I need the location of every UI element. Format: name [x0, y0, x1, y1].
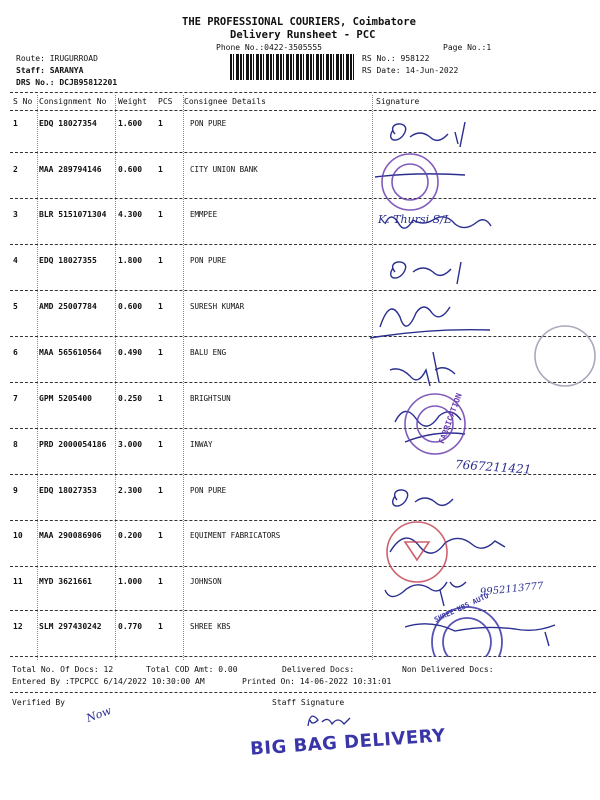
- total-docs: Total No. Of Docs: 12: [12, 665, 114, 674]
- row-consignment: PRD 2000054186: [39, 440, 107, 449]
- row-weight: 0.600: [118, 165, 143, 174]
- row-weight: 4.300: [118, 210, 143, 219]
- row-consignee: INWAY: [190, 440, 213, 449]
- row-consignment: MAA 565610564: [39, 348, 102, 357]
- rs-number: RS No.: 958122: [362, 54, 430, 63]
- row-pcs: 1: [158, 256, 163, 265]
- column-header: Signature: [376, 97, 420, 106]
- row-sno: 12: [13, 622, 23, 631]
- row-consignee: BRIGHTSUN: [190, 394, 231, 403]
- row-pcs: 1: [158, 348, 163, 357]
- row-pcs: 1: [158, 165, 163, 174]
- column-header: Consignment No: [39, 97, 107, 106]
- document-subtitle: Delivery Runsheet - PCC: [230, 29, 376, 41]
- handwritten-note: Now: [84, 704, 114, 725]
- row-sno: 9: [13, 486, 18, 495]
- handwritten-phone: 9952113777: [479, 580, 545, 599]
- row-sno: 10: [13, 531, 23, 540]
- row-pcs: 1: [158, 622, 163, 631]
- row-consignee: EMMPEE: [190, 210, 218, 219]
- row-sno: 6: [13, 348, 18, 357]
- divider: [10, 92, 596, 93]
- row-pcs: 1: [158, 119, 163, 128]
- signature-column-drawings: [365, 112, 600, 657]
- row-consignment: SLM 297430242: [39, 622, 102, 631]
- row-weight: 0.770: [118, 622, 143, 631]
- row-consignment: MAA 290086906: [39, 531, 102, 540]
- row-pcs: 1: [158, 210, 163, 219]
- row-consignment: BLR 5151071304: [39, 210, 107, 219]
- row-consignment: MAA 289794146: [39, 165, 102, 174]
- row-consignment: GPM 5205400: [39, 394, 92, 403]
- staff-signature-label: Staff Signature: [272, 698, 345, 707]
- row-consignee: JOHNSON: [190, 577, 222, 586]
- company-name: THE PROFESSIONAL COURIERS, Coimbatore: [182, 16, 416, 28]
- rs-date: RS Date: 14-Jun-2022: [362, 66, 459, 75]
- row-consignee: PON PURE: [190, 486, 227, 495]
- column-header: Weight: [118, 97, 147, 106]
- row-consignee: SHREE KBS: [190, 622, 231, 631]
- page-number: Page No.:1: [443, 43, 492, 52]
- row-pcs: 1: [158, 394, 163, 403]
- row-pcs: 1: [158, 531, 163, 540]
- row-weight: 0.600: [118, 302, 143, 311]
- row-weight: 0.250: [118, 394, 143, 403]
- row-pcs: 1: [158, 302, 163, 311]
- column-header: PCS: [158, 97, 173, 106]
- row-sno: 5: [13, 302, 18, 311]
- row-consignee: EQUIMENT FABRICATORS: [190, 531, 281, 540]
- row-weight: 3.000: [118, 440, 143, 449]
- divider: [10, 692, 596, 693]
- staff-signature: [300, 708, 360, 732]
- row-sno: 7: [13, 394, 18, 403]
- row-consignee: PON PURE: [190, 119, 227, 128]
- row-consignee: PON PURE: [190, 256, 227, 265]
- row-weight: 1.000: [118, 577, 143, 586]
- column-header: Consignee Details: [184, 97, 266, 106]
- column-header: S No: [13, 97, 33, 106]
- drs-number: DRS No.: DCJB95812201: [16, 78, 118, 87]
- row-weight: 1.600: [118, 119, 143, 128]
- delivered-docs: Delivered Docs:: [282, 665, 355, 674]
- row-weight: 1.800: [118, 256, 143, 265]
- divider: [10, 110, 596, 111]
- row-consignee: BALU ENG: [190, 348, 227, 357]
- total-cod: Total COD Amt: 0.00: [146, 665, 238, 674]
- row-consignee: CITY UNION BANK: [190, 165, 258, 174]
- column-divider: [115, 95, 116, 660]
- row-consignment: EDQ 18027353: [39, 486, 97, 495]
- column-divider: [183, 95, 184, 660]
- non-delivered-docs: Non Delivered Docs:: [402, 665, 494, 674]
- row-sno: 8: [13, 440, 18, 449]
- row-consignment: MYD 3621661: [39, 577, 92, 586]
- staff-label: Staff: SARANYA: [16, 66, 84, 75]
- row-consignee: SURESH KUMAR: [190, 302, 245, 311]
- big-bag-delivery-stamp: BIG BAG DELIVERY: [249, 725, 447, 760]
- entered-by: Entered By :TPCPCC 6/14/2022 10:30:00 AM: [12, 677, 205, 686]
- row-pcs: 1: [158, 486, 163, 495]
- handwritten-note: K. Thursi S/L: [378, 213, 452, 226]
- route-label: Route: IRUGURROAD: [16, 54, 98, 63]
- row-sno: 4: [13, 256, 18, 265]
- row-sno: 11: [13, 577, 23, 586]
- table-header: [0, 97, 600, 109]
- kbs-stamp: SHREE KBS AUTO: [433, 591, 490, 625]
- row-consignment: EDQ 18027354: [39, 119, 97, 128]
- row-sno: 2: [13, 165, 18, 174]
- barcode: [230, 54, 356, 80]
- row-weight: 0.490: [118, 348, 143, 357]
- row-consignment: AMD 25007784: [39, 302, 97, 311]
- handwritten-phone: 7667211421: [454, 457, 532, 477]
- phone-number: Phone No.:0422-3505555: [216, 43, 322, 52]
- row-consignment: EDQ 18027355: [39, 256, 97, 265]
- row-weight: 2.300: [118, 486, 143, 495]
- row-sno: 3: [13, 210, 18, 219]
- verified-by: Verified By: [12, 698, 65, 707]
- fabrication-stamp: FABRICATION: [437, 392, 464, 445]
- column-divider: [37, 95, 38, 660]
- row-weight: 0.200: [118, 531, 143, 540]
- row-pcs: 1: [158, 577, 163, 586]
- row-pcs: 1: [158, 440, 163, 449]
- row-sno: 1: [13, 119, 18, 128]
- printed-on: Printed On: 14-06-2022 10:31:01: [242, 677, 392, 686]
